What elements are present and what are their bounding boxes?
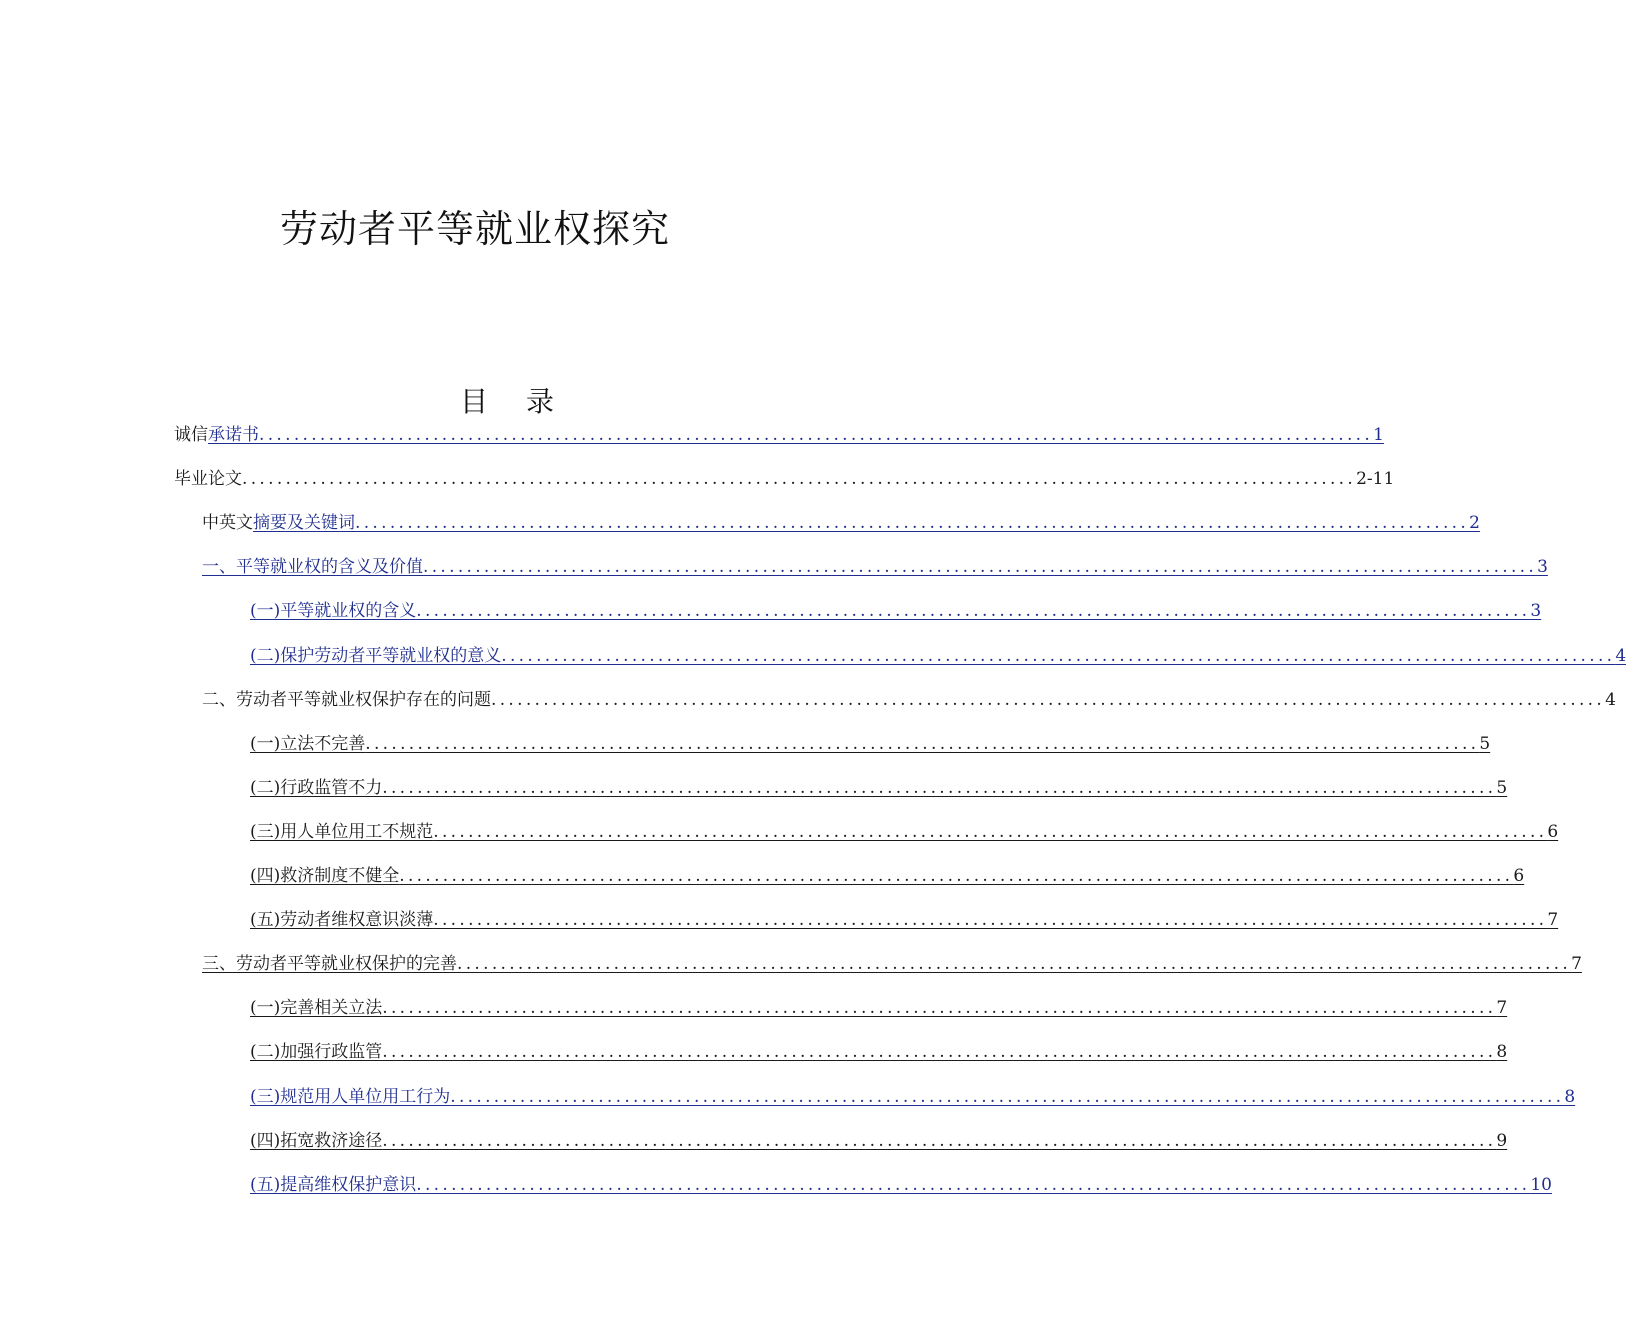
toc-entry-label: 一、平等就业权的含义及价值 bbox=[202, 557, 423, 577]
toc-entry-link[interactable] bbox=[174, 467, 1395, 491]
toc-page-number: 8 bbox=[1496, 1042, 1508, 1062]
toc-entry[interactable] bbox=[250, 864, 1525, 888]
toc-entry-link[interactable] bbox=[250, 864, 1525, 888]
toc-entry-link[interactable] bbox=[250, 732, 1491, 756]
toc-entry[interactable] bbox=[202, 511, 1480, 535]
toc-entry[interactable] bbox=[250, 1129, 1508, 1153]
toc-entry-link[interactable] bbox=[250, 1040, 1508, 1064]
toc-page-number: 5 bbox=[1479, 734, 1491, 754]
toc-dot-leader: ................................................................................................................................ bbox=[382, 778, 1497, 798]
toc-entry-link[interactable] bbox=[250, 1173, 1552, 1197]
toc-entry[interactable] bbox=[250, 996, 1508, 1020]
toc-page-number: 6 bbox=[1513, 866, 1525, 886]
toc-entry-link[interactable] bbox=[208, 423, 1384, 447]
toc-entry-link[interactable] bbox=[253, 511, 1480, 535]
toc-dot-leader: ................................................................................................................................ bbox=[399, 866, 1514, 886]
toc-page-number: 7 bbox=[1496, 998, 1508, 1018]
toc-entry[interactable] bbox=[250, 820, 1559, 844]
toc-page-number: 9 bbox=[1496, 1131, 1508, 1151]
toc-entry[interactable] bbox=[250, 908, 1559, 932]
toc-dot-leader: ................................................................................................................................ bbox=[491, 690, 1606, 710]
toc-page-number: 7 bbox=[1547, 910, 1559, 930]
toc-entry-link[interactable] bbox=[202, 688, 1616, 712]
toc-dot-leader: ................................................................................................................................ bbox=[457, 954, 1572, 974]
toc-dot-leader: ................................................................................................................................ bbox=[450, 1087, 1565, 1107]
toc-page-number: 4 bbox=[1615, 646, 1626, 666]
toc-entry-link[interactable] bbox=[250, 776, 1508, 800]
toc-entry[interactable] bbox=[202, 555, 1548, 579]
toc-dot-leader: ................................................................................................................................ bbox=[416, 601, 1531, 621]
toc-dot-leader: ................................................................................................................................ bbox=[382, 1131, 1497, 1151]
toc-entry-label: (三)用人单位用工不规范 bbox=[250, 822, 434, 842]
toc-page-number: 3 bbox=[1530, 601, 1542, 621]
toc-entry-label: (二)保护劳动者平等就业权的意义 bbox=[250, 646, 502, 666]
toc-dot-leader: ................................................................................................................................ bbox=[423, 557, 1538, 577]
toc-entry-label: (三)规范用人单位用工行为 bbox=[250, 1087, 451, 1107]
toc-page-number: 4 bbox=[1605, 690, 1616, 710]
toc-entry-link[interactable] bbox=[202, 952, 1582, 976]
toc-entry-label: (一)完善相关立法 bbox=[250, 998, 383, 1018]
toc-entry-label: 摘要及关键词 bbox=[253, 513, 355, 533]
toc-page-number: 6 bbox=[1547, 822, 1559, 842]
toc-entry-link[interactable] bbox=[250, 599, 1542, 623]
toc-entry-prefix: 诚信 bbox=[174, 425, 208, 445]
toc-dot-leader: ................................................................................................................................ bbox=[259, 425, 1374, 445]
toc-entry-label: (四)拓宽救济途径 bbox=[250, 1131, 383, 1151]
toc-entry-label: 承诺书 bbox=[208, 425, 259, 445]
toc-dot-leader: ................................................................................................................................ bbox=[365, 734, 1480, 754]
toc-dot-leader: ................................................................................................................................ bbox=[501, 646, 1616, 666]
toc-entry[interactable] bbox=[250, 732, 1491, 756]
toc-entry[interactable] bbox=[250, 1085, 1576, 1109]
toc-entry[interactable] bbox=[250, 1040, 1508, 1064]
toc-page-number: 3 bbox=[1537, 557, 1548, 577]
toc-heading bbox=[460, 380, 554, 420]
toc-page-number: 10 bbox=[1530, 1175, 1552, 1195]
toc-entry[interactable] bbox=[202, 952, 1582, 976]
toc-entry-label: (一)平等就业权的含义 bbox=[250, 601, 417, 621]
toc-entry-label: (四)救济制度不健全 bbox=[250, 866, 400, 886]
toc-dot-leader: ................................................................................................................................ bbox=[242, 469, 1357, 489]
toc-entry-link[interactable] bbox=[250, 1085, 1576, 1109]
toc-entry[interactable] bbox=[250, 1173, 1552, 1197]
document-title: 劳动者平等就业权探究 bbox=[279, 207, 670, 251]
toc-entry-label: 三、劳动者平等就业权保护的完善 bbox=[202, 954, 457, 974]
toc-page-number: 5 bbox=[1496, 778, 1508, 798]
toc-entry[interactable] bbox=[174, 467, 1395, 491]
toc-entry[interactable] bbox=[202, 688, 1616, 712]
toc-entry-label: (一)立法不完善 bbox=[250, 734, 366, 754]
toc-entry-link[interactable] bbox=[250, 644, 1626, 668]
toc-entry-label: (五)提高维权保护意识 bbox=[250, 1175, 417, 1195]
toc-dot-leader: ................................................................................................................................ bbox=[433, 822, 1548, 842]
toc-dot-leader: ................................................................................................................................ bbox=[416, 1175, 1531, 1195]
toc-page-number: 1 bbox=[1373, 425, 1384, 445]
toc-entry-label: (二)加强行政监管 bbox=[250, 1042, 383, 1062]
toc-entry-label: 二、劳动者平等就业权保护存在的问题 bbox=[202, 690, 491, 710]
toc-entry-prefix: 中英文 bbox=[202, 513, 253, 533]
toc-heading-char-2: 录 bbox=[526, 385, 555, 418]
toc-dot-leader: ................................................................................................................................ bbox=[382, 1042, 1497, 1062]
toc-entry-link[interactable] bbox=[250, 1129, 1508, 1153]
toc-entry-label: (五)劳动者维权意识淡薄 bbox=[250, 910, 434, 930]
toc-entry-link[interactable] bbox=[250, 820, 1559, 844]
toc-page-number: 2 bbox=[1469, 513, 1480, 533]
toc-dot-leader: ................................................................................................................................ bbox=[355, 513, 1470, 533]
toc-page-number: 2-11 bbox=[1356, 469, 1395, 489]
toc-heading-char-1: 目 bbox=[460, 385, 489, 418]
toc-entry-link[interactable] bbox=[250, 996, 1508, 1020]
toc-page-number: 7 bbox=[1571, 954, 1582, 974]
toc-dot-leader: ................................................................................................................................ bbox=[382, 998, 1497, 1018]
toc-entry[interactable] bbox=[250, 599, 1542, 623]
toc-entry[interactable] bbox=[250, 776, 1508, 800]
toc-entry-label: 毕业论文 bbox=[174, 469, 242, 489]
toc-page-number: 8 bbox=[1564, 1087, 1576, 1107]
toc-entry[interactable] bbox=[250, 644, 1626, 668]
toc-entry[interactable] bbox=[174, 423, 1384, 447]
toc-dot-leader: ................................................................................................................................ bbox=[433, 910, 1548, 930]
toc-entry-link[interactable] bbox=[202, 555, 1548, 579]
toc-entry-label: (二)行政监管不力 bbox=[250, 778, 383, 798]
toc-entry-link[interactable] bbox=[250, 908, 1559, 932]
